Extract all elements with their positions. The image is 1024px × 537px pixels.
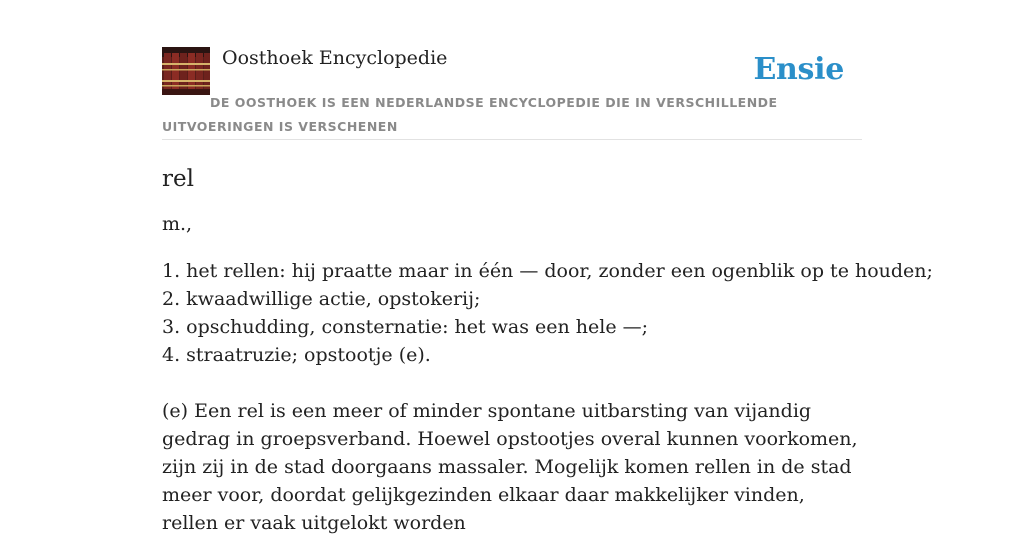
entry-term: rel <box>162 166 194 192</box>
encyclopedia-books-avatar[interactable] <box>162 47 210 95</box>
entry-content <box>162 160 933 537</box>
ensie-logo[interactable]: Ensie <box>753 52 844 87</box>
definition-item: 2. kwaadwillige actie, opstokerij; <box>162 288 481 310</box>
books-icon <box>162 47 210 95</box>
site-tagline: DE OOSTHOEK IS EEN NEDERLANDSE ENCYCLOPEDIE DIE IN VERSCHILLENDE UITVOERINGEN IS VERSCHENEN <box>162 95 778 134</box>
part-of-speech: m., <box>162 213 193 235</box>
definition-item: 1. het rellen: hij praatte maar in één — door, zonder een ogenblik op te houden; <box>162 260 933 282</box>
definition-list <box>162 257 933 369</box>
site-title[interactable]: Oosthoek Encyclopedie <box>222 47 448 69</box>
definition-item: 3. opschudding, consternatie: het was een hele —; <box>162 316 649 338</box>
definition-item: 4. straatruzie; opstootje (e). <box>162 344 431 366</box>
header-divider <box>162 139 862 140</box>
encyclopedic-note: (e) Een rel is een meer of minder spontane uitbarsting van vijandig gedrag in groepsverband. Hoewel opstootjes overal kunnen voorkomen, zijn zij in de stad doorgaans massaler. Mogelijk komen rellen in de stad meer voor, doordat gelijkgezinden elkaar daar makkelijker vinden, rellen er vaak uitgelokt worden <box>162 400 858 534</box>
